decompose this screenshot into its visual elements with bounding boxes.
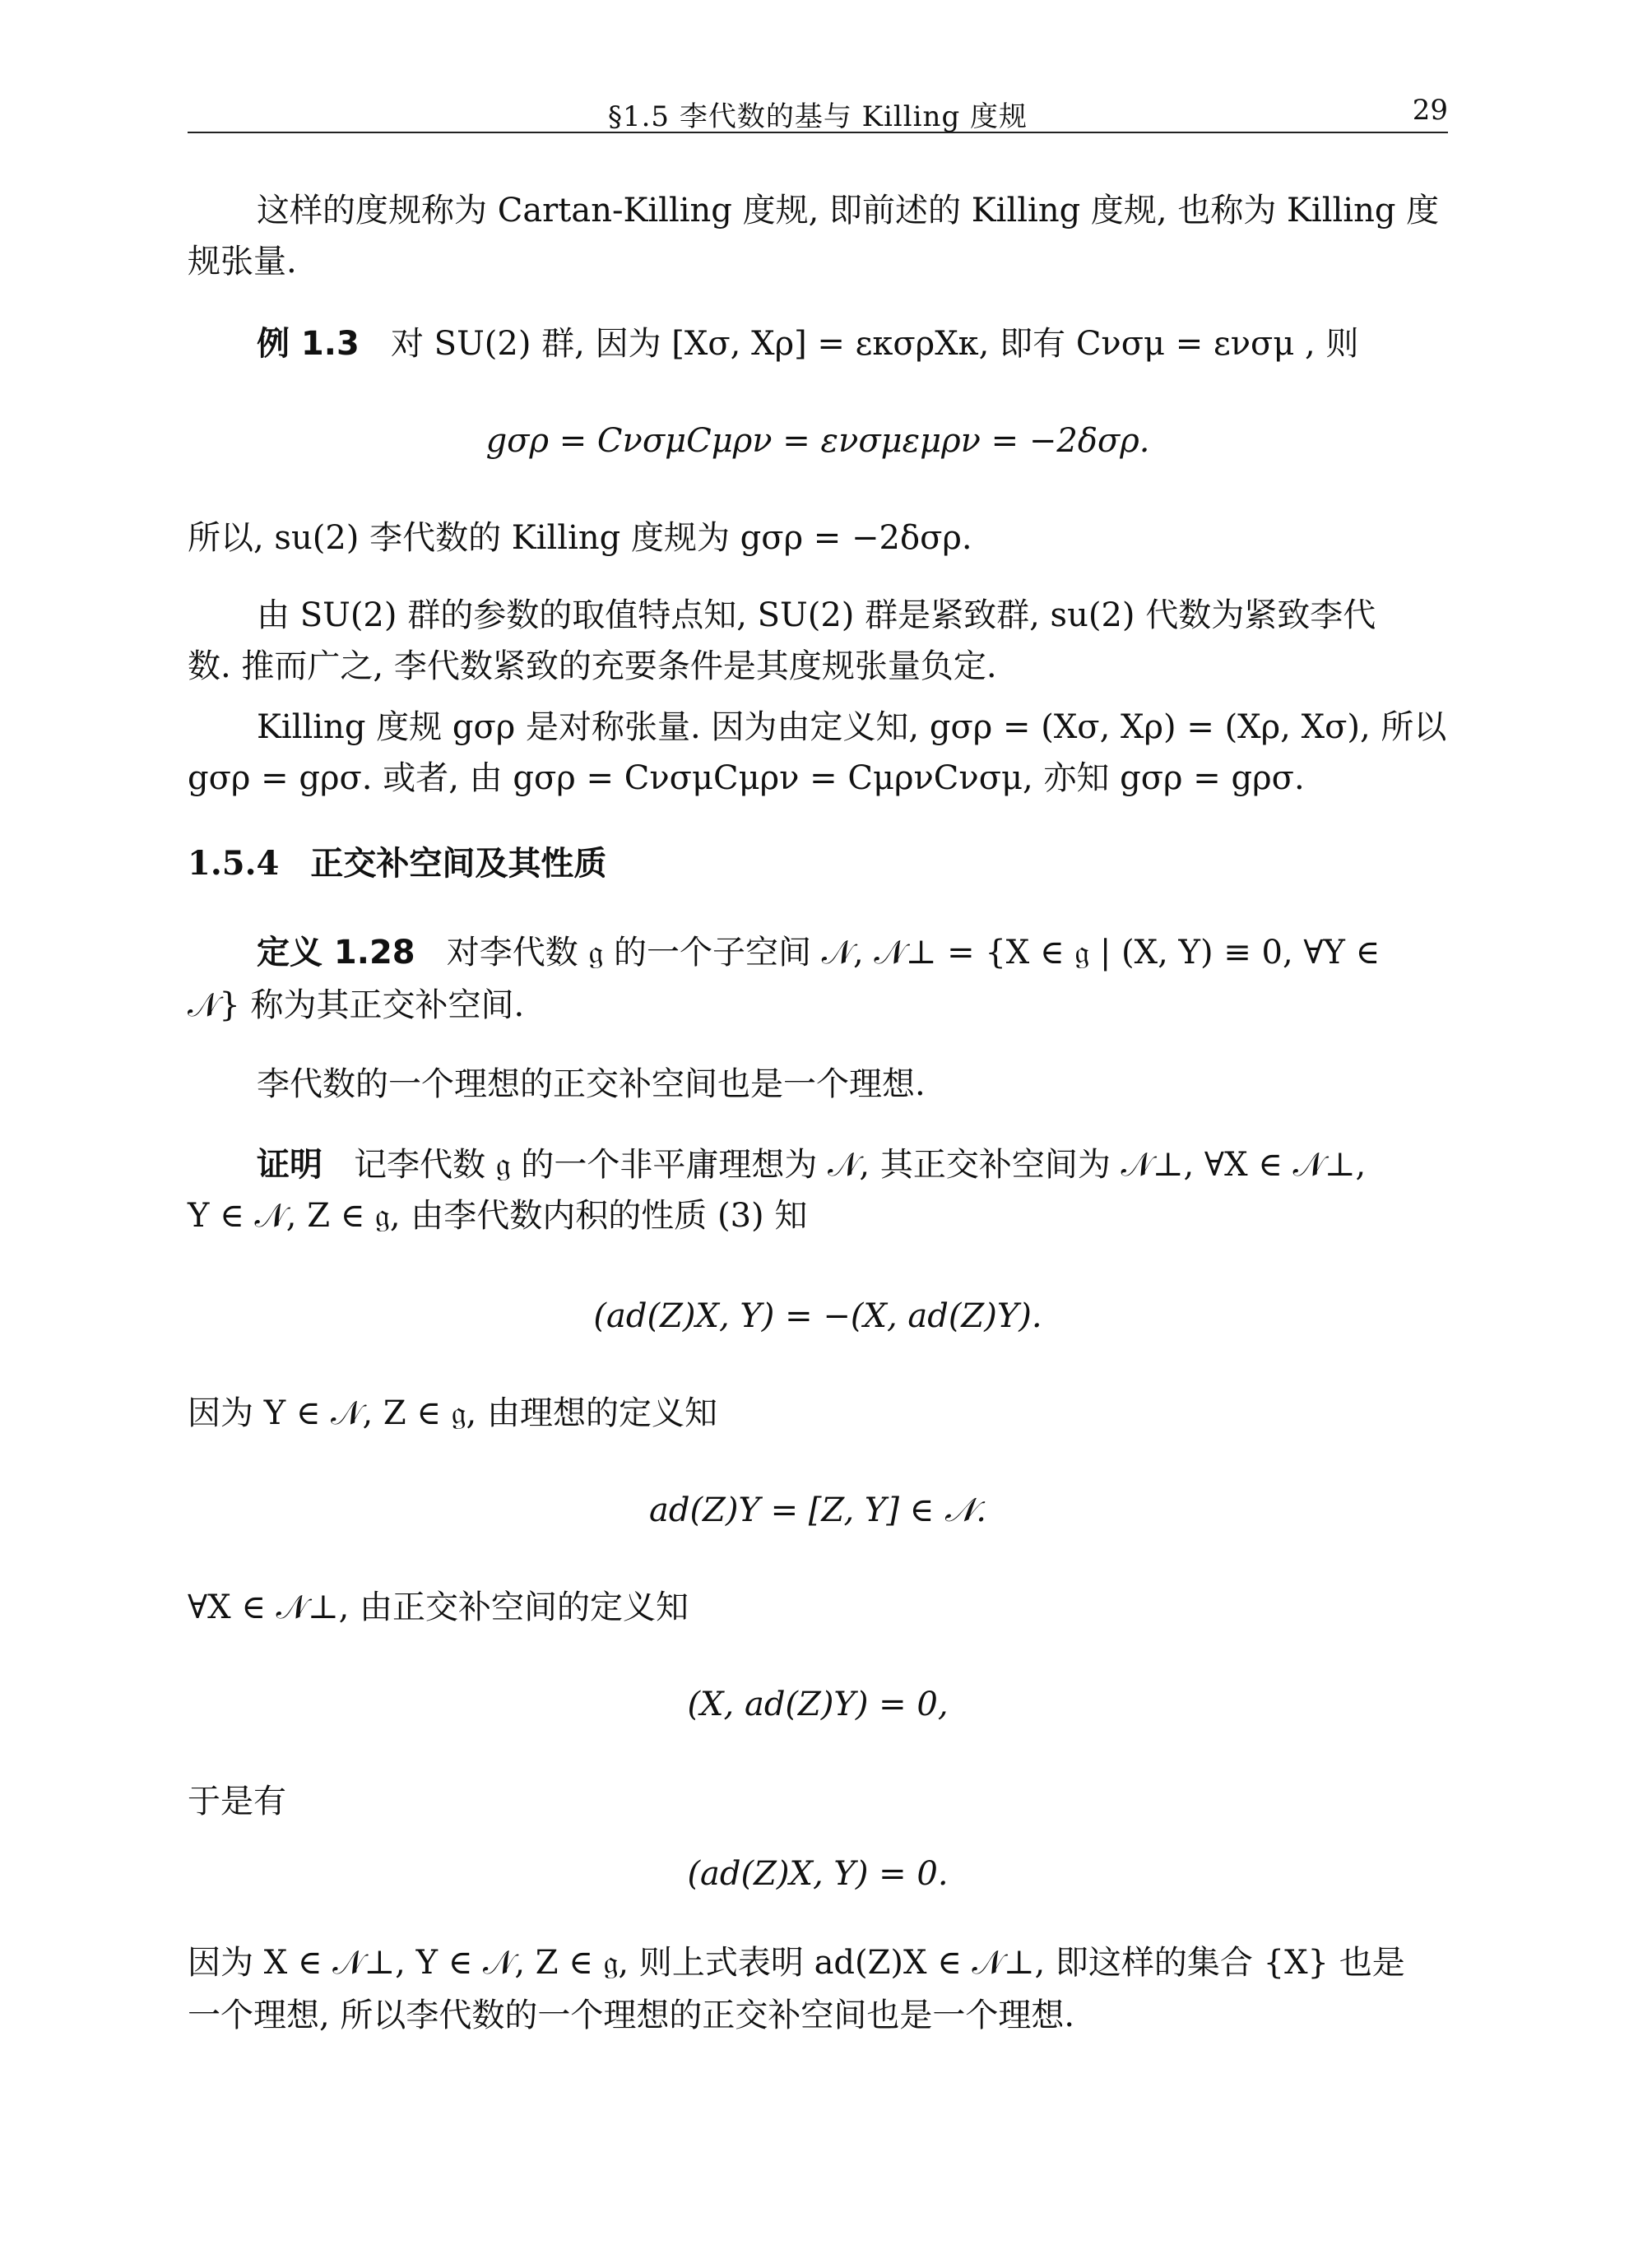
- header-title: §1.5 李代数的基与 Killing 度规: [607, 100, 1028, 133]
- proof-label: 证明: [257, 1146, 323, 1184]
- definition-text: 对李代数 𝔤 的一个子空间 𝒩, 𝒩⊥ = {X ∈ 𝔤 | (X, Y) ≡ 0, ∀Y ∈: [446, 934, 1381, 972]
- example-text: 对 SU(2) 群, 因为 [Xσ, Xρ] = εκσρXκ, 即有 Cνσμ = ενσμ , 则: [390, 325, 1359, 363]
- proof-text: 记李代数 𝔤 的一个非平庸理想为 𝒩, 其正交补空间为 𝒩⊥, ∀X ∈ 𝒩⊥,: [354, 1146, 1367, 1184]
- example-line: [188, 321, 1448, 367]
- equation: gσρ = CνσμCμρν = ενσμεμρν = −2δσρ.: [485, 422, 1150, 460]
- paragraph-line: 所以, su(2) 李代数的 Killing 度规为 gσρ = −2δσρ.: [188, 519, 972, 557]
- paragraph-line: 规张量.: [188, 243, 297, 281]
- running-header: [188, 89, 1448, 133]
- proof-line: [188, 1142, 1448, 1188]
- paragraph-line: Killing 度规 gσρ 是对称张量. 因为由定义知, gσρ = (Xσ, Xρ) = (Xρ, Xσ), 所以: [257, 708, 1447, 746]
- example-label: 例 1.3: [257, 325, 360, 363]
- paragraph-line: gσρ = gρσ. 或者, 由 gσρ = CνσμCμρν = CμρνCνσμ, 亦知 gσρ = gρσ.: [188, 759, 1305, 797]
- page-number: 29: [1412, 94, 1448, 127]
- section-title: 正交补空间及其性质: [310, 845, 607, 883]
- equation: ad(Z)Y = [Z, Y] ∈ 𝒩.: [648, 1491, 987, 1529]
- paragraph-line: 𝒩} 称为其正交补空间.: [188, 986, 525, 1024]
- paragraph-line: Y ∈ 𝒩, Z ∈ 𝔤, 由李代数内积的性质 (3) 知: [188, 1197, 808, 1235]
- theorem-line: 李代数的一个理想的正交补空间也是一个理想.: [257, 1065, 926, 1103]
- paragraph-line: ∀X ∈ 𝒩⊥, 由正交补空间的定义知: [188, 1588, 689, 1626]
- paragraph-line: 一个理想, 所以李代数的一个理想的正交补空间也是一个理想.: [188, 1997, 1075, 2034]
- equation: (ad(Z)X, Y) = 0.: [687, 1855, 949, 1893]
- section-number: 1.5.4: [188, 844, 280, 883]
- paragraph-line: 数. 推而广之, 李代数紧致的充要条件是其度规张量负定.: [188, 647, 997, 685]
- section-heading: [188, 841, 606, 887]
- paragraph-line: 这样的度规称为 Cartan-Killing 度规, 即前述的 Killing 度规, 也称为 Killing 度: [257, 192, 1440, 230]
- definition-line: [188, 930, 1448, 976]
- equation: (ad(Z)X, Y) = −(X, ad(Z)Y).: [593, 1297, 1042, 1335]
- paragraph-line: 于是有: [188, 1783, 286, 1820]
- paragraph-line: 因为 X ∈ 𝒩⊥, Y ∈ 𝒩, Z ∈ 𝔤, 则上式表明 ad(Z)X ∈ 𝒩⊥, 即这样的集合 {X} 也是: [188, 1944, 1405, 1982]
- equation: (X, ad(Z)Y) = 0,: [687, 1686, 949, 1723]
- definition-label: 定义 1.28: [257, 934, 415, 972]
- paragraph-line: 因为 Y ∈ 𝒩, Z ∈ 𝔤, 由理想的定义知: [188, 1394, 717, 1432]
- paragraph-line: 由 SU(2) 群的参数的取值特点知, SU(2) 群是紧致群, su(2) 代数为紧致李代: [257, 596, 1376, 634]
- page: [188, 0, 1448, 2254]
